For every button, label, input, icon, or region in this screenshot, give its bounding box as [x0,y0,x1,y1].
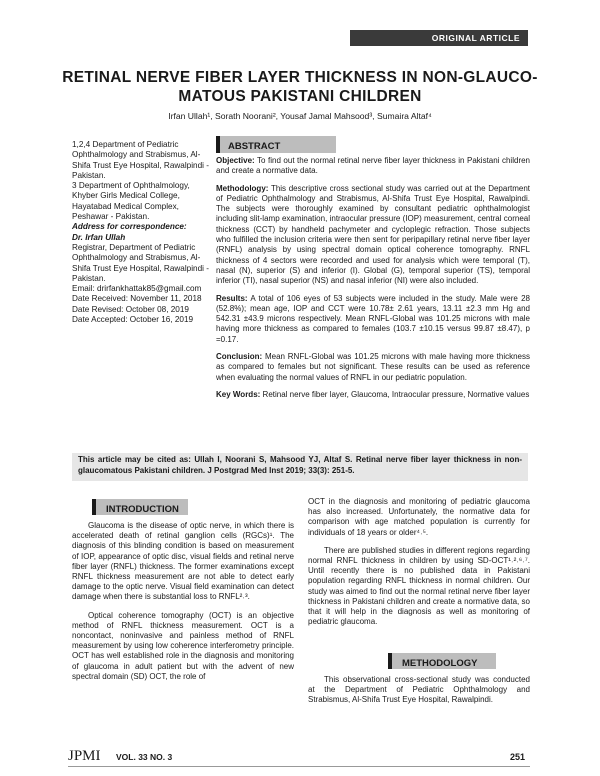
intro-paragraph-4: There are published studies in different regions regarding normal RNFL thickness in children by using SD-OCT¹˒²˒⁶˒⁷. Until recently there is no published data in Pakistani population regarding RNFL thickness in normal children. Our study was aimed to find out the normal retinal nerve fiber layer thickness in Pakistani children and create a normative data, so that it will help in the diagnosis as well as monitoring of pediatric glaucoma. [308,545,530,627]
intro-paragraph-3: OCT in the diagnosis and monitoring of pediatric glaucoma has also increased. Unfortunately, the normative data for comparison with age matched population is currently for individuals of 18 years or older⁴˒⁵. [308,497,530,537]
affiliation-1: 1,2,4 Department of Pediatric Ophthalmology and Strabismus, Al-Shifa Trust Eye Hospital, Rawalpindi - Pakistan. [72,140,209,180]
abstract-results [216,294,530,345]
title-line-2: MATOUS PAKISTANI CHILDREN [178,88,422,105]
intro-paragraph-1: Glaucoma is the disease of optic nerve, in which there is accelerated death of retinal ganglion cells (RGCs)¹. The diagnosis of this blinding condition is based on measurement of IOP, appearance of optic disc, visual fields and retinal nerve fiber layer (RNFL) thickness. The former examinations except RNFL thickness measurement are not able to detect early damage to the optic nerve. Visual field examination can detect damage when there is substantial loss to RNFL²˒³. [72,521,294,602]
abstract-body [216,156,530,407]
conclusion-label: Conclusion: [216,352,263,362]
affiliations-sidebar [72,140,210,325]
abstract-heading [216,136,336,153]
article-type-badge: ORIGINAL ARTICLE [350,30,528,46]
correspondence-address: Registrar, Department of Pediatric Ophthalmology and Strabismus, Al-Shifa Trust Eye Hospital, Rawalpindi - Pakistan. [72,242,209,283]
right-column [308,497,530,635]
methodology-text: This descriptive cross sectional study was carried out at the Department of Pediatric Ophthalmology and Strabismus, Al-Shifa Trust Eye Hospital, Rawalpindi. The subjects were thoroughly examined by consultant pediatric ophthalmologist including slit-lamp examination, intraocular pressure (IOP) measurement, central corneal thickness (CCT) by handheld pachymeter and cycloplegic refraction. Those subjects who fulfilled the inclusion criteria were then sent for peripapillary retinal nerve fiber layer (RNFL) analysis by using spectral domain optical coherence tomography. RNFL thickness of 4 sectors were recorded and used for analysis which were temporal (T), nasal (N), superior (S) and inferior (I). Global (G), temporal superior (TS), temporal inferior (TI), nasal superior (NS) and nasal inferior (NI) were also included. [216,183,530,286]
journal-logo: JPMI [68,748,101,764]
correspondence-label: Address for correspondence: [72,222,187,232]
left-column [72,521,294,690]
introduction-heading-label: INTRODUCTION [106,504,179,515]
methodology-body [308,675,530,714]
footer-rule [68,766,530,767]
heading-marker [388,653,392,669]
date-received: Date Received: November 11, 2018 [72,294,202,304]
methods-paragraph-1: This observational cross-sectional study was conducted at the Department of Pediatric Ophthalmology and Strabismus, Al-Shifa Trust Eye Hospital, Rawalpindi. [308,675,530,705]
keywords-label: Key Words: [216,389,261,399]
correspondence-email: Email: drirfankhattak85@gmail.com [72,284,202,294]
abstract-conclusion [216,352,530,383]
objective-text: To find out the normal retinal nerve fiber layer thickness in Pakistani children and create a normative data. [216,156,530,176]
methodology-heading [388,653,496,669]
volume-label: VOL. 33 NO. 3 [116,752,173,762]
abstract-objective [216,156,530,177]
correspondence-name: Dr. Irfan Ullah [72,232,126,242]
title-line-1: RETINAL NERVE FIBER LAYER THICKNESS IN NON-GLAUCO- [62,69,538,86]
methodology-heading-label: METHODOLOGY [402,658,478,669]
date-revised: Date Revised: October 08, 2019 [72,304,189,314]
results-text: A total of 106 eyes of 53 subjects were included in the study. Male were 28 (52.8%); mean age, IOP and CCT were 10.78± 2.61 years, 13.11 ±2.3 mm Hg and 542.31 ±43.9 microns respectively. Mean RNFL-Global was 101.25 microns with male having more thickness as compared to females (103.7 ±10.15 versus 99.87 ±8.47), p =0.17. [216,293,530,344]
conclusion-text: Mean RNFL-Global was 101.25 microns with male having more thickness as compared to females but not significant. These results can be used as reference when evaluating the normal values of RNFL in our pediatric population. [216,352,530,382]
date-accepted: Date Accepted: October 16, 2019 [72,315,194,325]
affiliation-2: 3 Department of Ophthalmology, Khyber Girls Medical College, Hayatabad Medical Complex, Peshawar - Pakistan. [72,181,190,222]
intro-paragraph-2: Optical coherence tomography (OCT) is an objective method of RNFL thickness measurement. OCT is a noncontact, noninvasive and painless method of RNFL measurement by using low coherence interferometry principle. OCT has well established role in the diagnosis and monitoring of glaucoma in adult patient but with the advent of new spectral domain (SD) OCT, the role of [72,610,294,681]
methodology-label: Methodology: [216,183,269,193]
heading-marker [92,499,96,515]
author-list: Irfan Ullah¹, Sorath Noorani², Yousaf Jamal Mahsood³, Sumaira Altaf⁴ [168,111,432,121]
abstract-methodology [216,184,530,287]
keywords-text: Retinal nerve fiber layer, Glaucoma, Intraocular pressure, Normative values [260,389,530,399]
results-label: Results: [216,293,248,303]
citation-box: This article may be cited as: Ullah I, Noorani S, Mahsood YJ, Altaf S. Retinal nerve fiber layer thickness in non-glaucomatous Pakistani children. J Postgrad Med Inst 2019; 33(3): 251-5. [72,453,528,481]
introduction-heading [92,499,188,515]
heading-marker [216,136,220,153]
objective-label: Objective: [216,156,255,165]
abstract-heading-label: ABSTRACT [228,141,281,152]
article-title [60,68,540,106]
page-number: 251 [510,752,526,762]
abstract-keywords [216,390,530,400]
